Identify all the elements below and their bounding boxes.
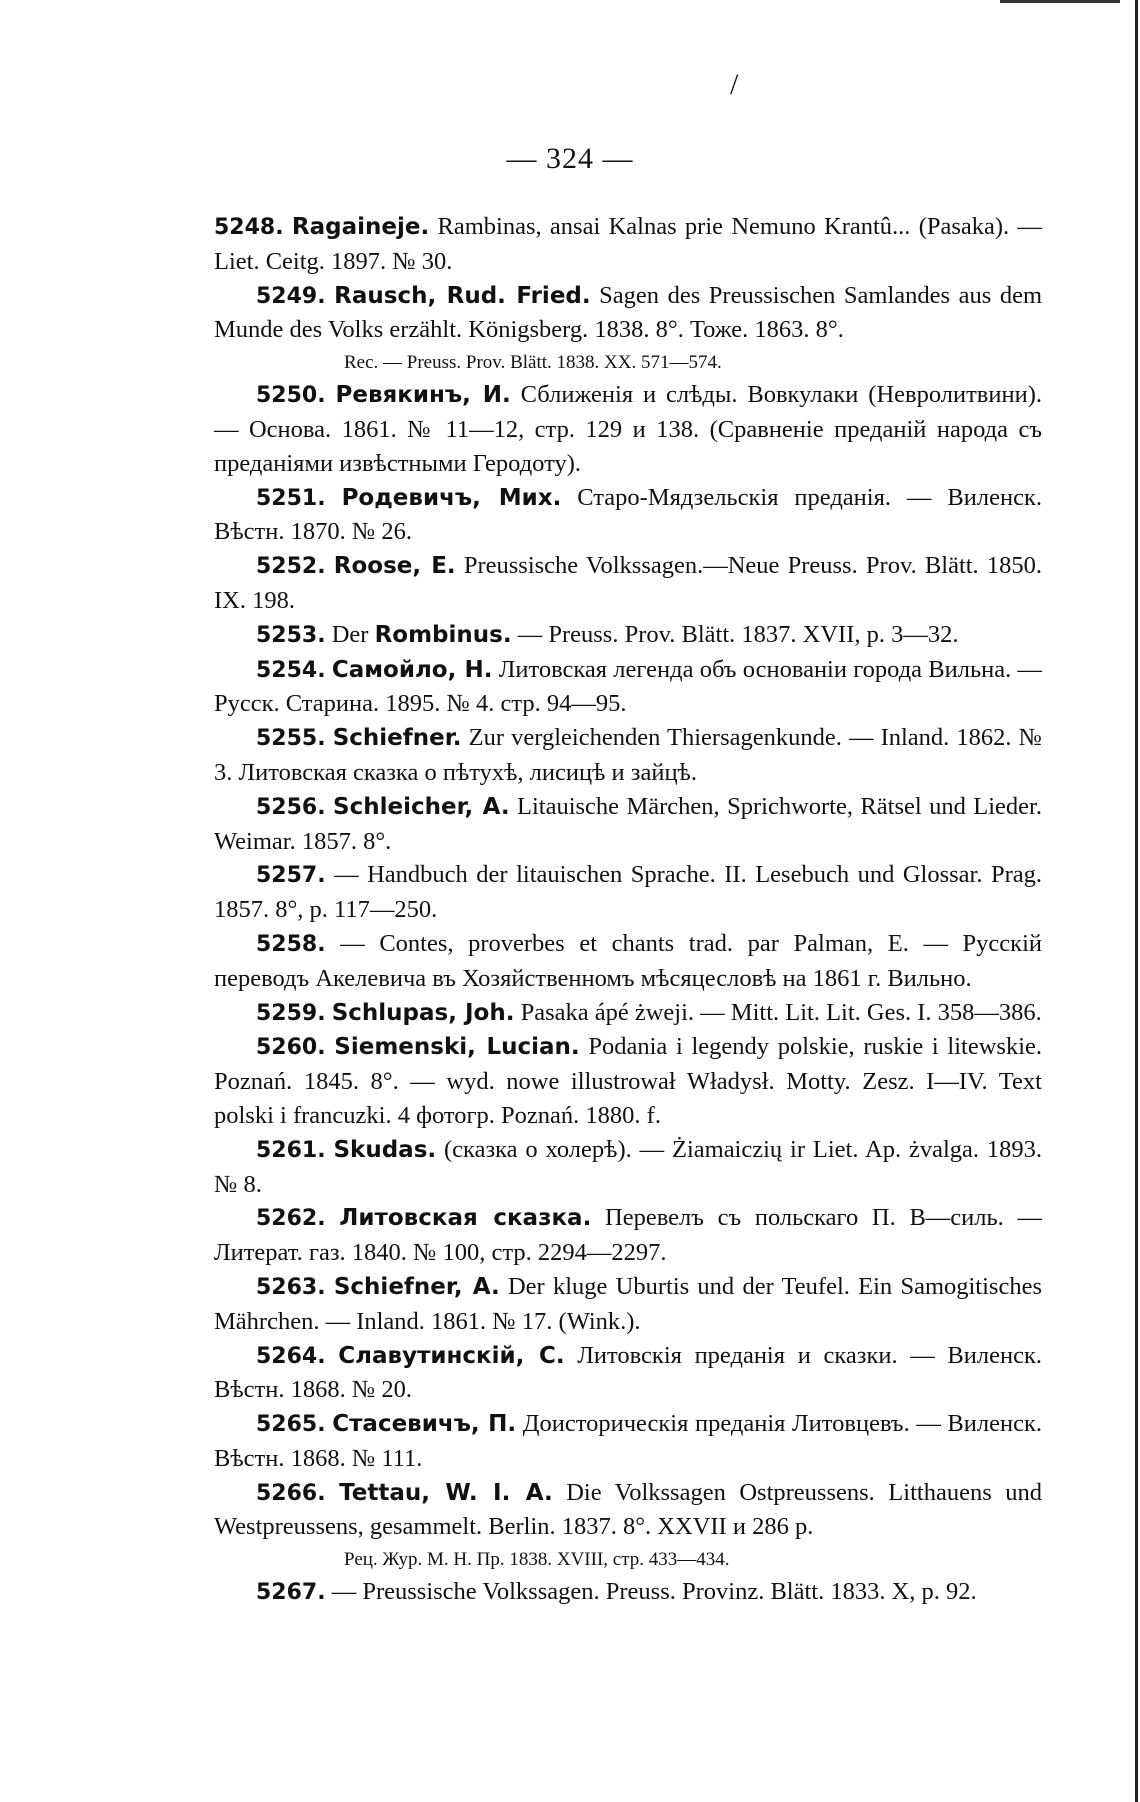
entry-5265 <box>214 1407 1042 1476</box>
entry-text: Сближенія и слѣды. Вовкулаки (Невролитвини). — Основа. 1861. № 11—12, стр. 129 и 138. (Сравненіе преданій народа съ преданіями извѣстными Геродоту). <box>214 381 1042 477</box>
entry-text: Sagen des Preussischen Samlandes aus dem Munde des Volks erzählt. Königsberg. 1838. 8°. Тоже. 1863. 8°. <box>214 281 1043 344</box>
entry-number: 5267. <box>256 1580 326 1606</box>
entry-5260 <box>214 1030 1042 1132</box>
entry-number: 5264. <box>256 1343 326 1369</box>
entry-text: — Preuss. Prov. Blätt. 1837. XVII, p. 3—32. <box>511 620 959 648</box>
bibliography-entries <box>214 210 1042 1610</box>
entry-text: Der kluge Uburtis und der Teufel. Ein Samogitisches Mährchen. — Inland. 1861. № 17. (Wink.). <box>214 1272 1042 1335</box>
entry-note: Rec. — Preuss. Prov. Blätt. 1838. XX. 571—574. <box>344 352 722 374</box>
entry-author: Siemenski, Lucian. <box>334 1034 580 1061</box>
entry-text: Pasaka ápé żweji. — Mitt. Lit. Lit. Ges. I. 358—386. <box>514 998 1042 1026</box>
entry-5258 <box>214 927 1042 996</box>
entry-text: Rambinas, ansai Kalnas prie Nemuno Krantû... (Pasaka). — Liet. Ceitg. 1897. № 30. <box>214 213 1042 275</box>
entry-5263 <box>214 1270 1042 1339</box>
entry-5248 <box>214 210 1042 279</box>
entry-text: Литовская легенда объ основаніи города Вильна. — Русск. Старина. 1895. № 4. стр. 94—95. <box>214 655 1042 718</box>
entry-number: 5255. <box>256 726 326 752</box>
entry-text: (сказка о холерѣ). — Żiamaiczių ir Liet. Ap. żvalga. 1893. № 8. <box>214 1135 1043 1198</box>
entry-author: Славутинскій, С. <box>338 1342 565 1369</box>
entry-number: 5261. <box>256 1137 326 1163</box>
entry-prefix: Der <box>325 620 375 648</box>
entry-text: — Preussische Volkssagen. Preuss. Provinz. Blätt. 1833. X, p. 92. <box>325 1578 977 1606</box>
entry-number: 5257. <box>256 863 326 889</box>
entry-number: 5265. <box>256 1412 326 1438</box>
entry-text: Preussische Volkssagen.—Neue Preuss. Prov. Blätt. 1850. IX. 198. <box>214 552 1043 614</box>
entry-number: 5254. <box>256 657 326 683</box>
page-number: — 324 — <box>506 142 634 175</box>
entry-author: Roose, E. <box>333 553 456 580</box>
top-edge-rule <box>1000 0 1120 3</box>
entry-5255 <box>214 721 1042 790</box>
entry-number: 5256. <box>256 794 326 820</box>
entry-number: 5251. <box>256 485 326 511</box>
entry-number: 5249. <box>256 283 326 309</box>
entry-text: Zur vergleichenden Thiersagenkunde. — Inland. 1862. № 3. Литовская сказка о пѣтухѣ, лисицѣ и зайцѣ. <box>214 724 1042 786</box>
entry-5259 <box>214 996 1042 1031</box>
entry-author: Стасевичъ, П. <box>332 1411 517 1438</box>
entry-5249 <box>214 279 1042 379</box>
entry-number: 5263. <box>256 1274 326 1300</box>
entry-author: Rausch, Rud. Fried. <box>334 282 591 309</box>
page-edge-line <box>1135 0 1138 1802</box>
entry-author: Rombinus. <box>374 621 512 648</box>
entry-author: Литовская сказка. <box>339 1205 592 1232</box>
entry-author: Tettau, W. I. A. <box>339 1479 553 1506</box>
entry-5251 <box>214 481 1042 550</box>
entry-5252 <box>214 549 1042 618</box>
entry-author: Schlupas, Joh. <box>331 999 515 1026</box>
entry-note: Рец. Жур. М. Н. Пр. 1838. XVIII, стр. 433—434. <box>344 1549 730 1571</box>
entry-5266 <box>214 1476 1042 1576</box>
entry-author: Ревякинъ, И. <box>335 382 511 409</box>
entry-text: Литовскія преданія и сказки. — Виленск. Вѣстн. 1868. № 20. <box>214 1341 1042 1404</box>
stray-mark: / <box>730 68 739 101</box>
entry-author: Schleicher, A. <box>333 793 510 820</box>
entry-author: Ragaineje. <box>291 214 430 240</box>
entry-number: 5260. <box>256 1035 326 1061</box>
entry-5250 <box>214 378 1042 480</box>
entry-text: Перевелъ съ польскаго П. В—силь. — Литерат. газ. 1840. № 100, стр. 2294—2297. <box>214 1204 1042 1267</box>
entry-author: Родевичъ, Мих. <box>341 484 562 511</box>
entry-number: 5266. <box>256 1480 326 1506</box>
entry-author: Самойло, Н. <box>331 656 493 683</box>
entry-author: Skudas. <box>333 1136 437 1163</box>
entry-author: Schiefner, A. <box>333 1273 500 1300</box>
entry-number: 5262. <box>256 1206 326 1232</box>
entry-5256 <box>214 790 1042 859</box>
entry-text: Litauische Märchen, Sprichworte, Rätsel und Lieder. Weimar. 1857. 8°. <box>214 792 1042 855</box>
entry-number: 5248. <box>214 215 284 240</box>
entry-number: 5259. <box>256 1000 326 1026</box>
entry-5264 <box>214 1339 1042 1408</box>
entry-5254 <box>214 653 1042 722</box>
entry-5262 <box>214 1201 1042 1270</box>
entry-5267 <box>214 1575 1042 1610</box>
entry-text: — Handbuch der litauischen Sprache. II. Lesebuch und Glossar. Prag. 1857. 8°, p. 117—250. <box>214 861 1042 924</box>
entry-number: 5253. <box>256 622 326 648</box>
entry-text: Старо-Мядзельскія преданія. — Виленск. Вѣстн. 1870. № 26. <box>214 483 1042 546</box>
entry-5261 <box>214 1133 1042 1202</box>
entry-number: 5258. <box>256 931 326 957</box>
entry-author: Schiefner. <box>332 725 462 752</box>
entry-text: Podania i legendy polskie, ruskie i litewskie. Poznań. 1845. 8°. — wyd. nowe illustrował Władysł. Motty. Zesz. I—IV. Text polski i francuzki. 4 фотогр. Poznań. 1880. f. <box>214 1033 1043 1129</box>
entry-number: 5250. <box>256 383 326 409</box>
entry-5253 <box>214 618 1042 653</box>
entry-text: Доисторическія преданія Литовцевъ. — Виленск. Вѣстн. 1868. № 111. <box>214 1410 1043 1472</box>
entry-text: — Contes, proverbes et chants trad. par Palman, E. — Русскій переводъ Акелевича въ Хозяйственномъ мѣсяцесловѣ на 1861 г. Вильно. <box>214 929 1042 992</box>
entry-number: 5252. <box>256 554 326 580</box>
entry-text: Die Volkssagen Ostpreussens. Litthauens und Westpreussens, gesammelt. Berlin. 1837. 8°. XXVII и 286 p. <box>214 1478 1043 1541</box>
entry-5257 <box>214 858 1042 927</box>
